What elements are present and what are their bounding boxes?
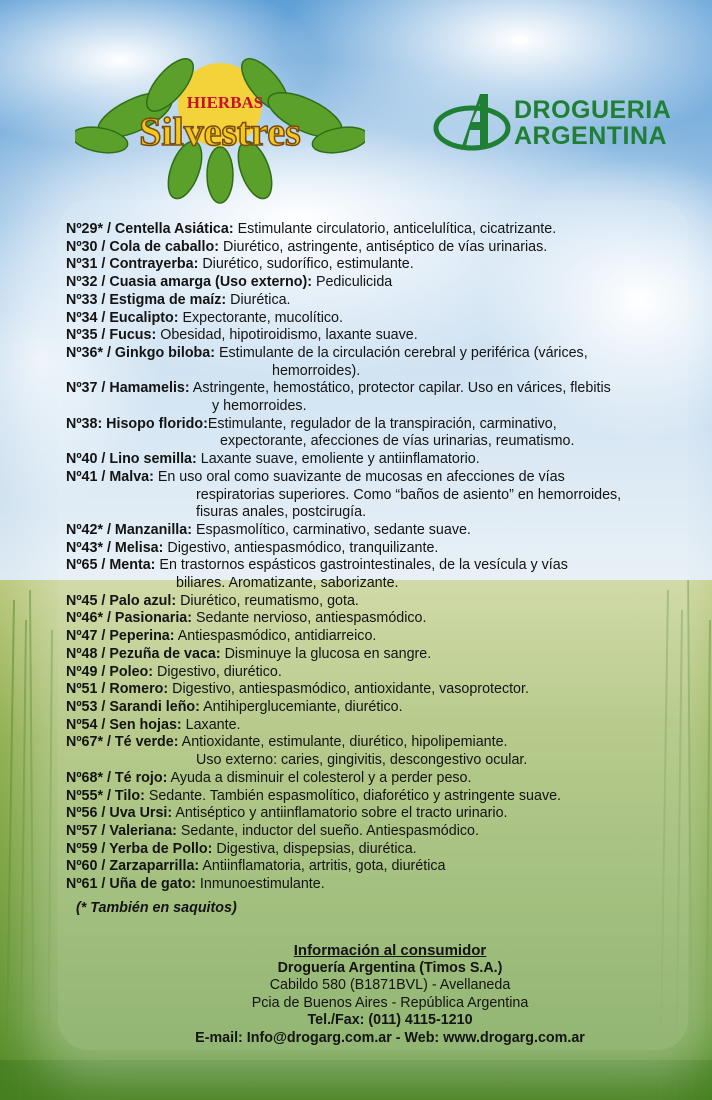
- herb-description-continued: biliares. Aromatizante, saborizante.: [176, 575, 399, 592]
- herb-name: Nº53 / Sarandi leño:: [66, 698, 200, 715]
- herb-item: [66, 770, 706, 788]
- herb-item: [66, 469, 706, 522]
- herb-description-continued: fisuras anales, postcirugía.: [196, 504, 367, 521]
- herb-name: Nº29* / Centella Asiática:: [66, 221, 234, 237]
- leaf-sun-icon: [75, 45, 365, 205]
- herb-item: [66, 522, 706, 540]
- herb-item: [66, 274, 706, 292]
- herb-item: [66, 717, 706, 735]
- herb-item: [66, 380, 706, 415]
- herb-name: Nº48 / Pezuña de vaca:: [66, 645, 221, 662]
- brand-line-1: DROGUERIA: [514, 96, 672, 124]
- herb-description: Estimulante circulatorio, anticelulítica, cicatrizante.: [233, 221, 557, 237]
- herb-description-continued: respiratorias superiores. Como “baños de asiento” en hemorroides,: [196, 486, 622, 503]
- herb-name: Nº59 / Yerba de Pollo:: [66, 840, 213, 857]
- herb-item: [66, 646, 706, 664]
- herb-item: [66, 664, 706, 682]
- herb-description: Antiespasmódico, antidiarreico.: [174, 628, 377, 645]
- herb-description: Digestivo, diurético.: [153, 663, 282, 680]
- herb-item: [66, 841, 706, 859]
- herb-item: [66, 310, 706, 328]
- herb-item: [66, 823, 706, 841]
- herb-item: [66, 239, 706, 257]
- herb-description-continued: Uso externo: caries, gingivitis, descongestivo ocular.: [196, 752, 528, 769]
- herb-description: Diurético, astringente, antiséptico de vías urinarias.: [219, 238, 548, 255]
- consumer-info: [90, 942, 690, 1047]
- herb-name: Nº49 / Poleo:: [66, 663, 154, 680]
- herb-item: [66, 327, 706, 345]
- sachet-note: (* También en saquitos): [76, 900, 237, 916]
- herb-description: En uso oral como suavizante de mucosas en afecciones de vías: [153, 468, 565, 485]
- herb-name: Nº54 / Sen hojas:: [66, 716, 182, 733]
- brand-line-2: ARGENTINA: [514, 122, 668, 150]
- svg-text:Silvestres: Silvestres: [139, 109, 301, 154]
- herb-description-continued: expectorante, afecciones de vías urinarias, reumatismo.: [220, 433, 575, 450]
- herb-name: Nº60 / Zarzaparrilla:: [66, 858, 200, 875]
- herb-item: [66, 699, 706, 717]
- herb-item: [66, 610, 706, 628]
- address-line-2: Pcia de Buenos Aires - República Argentina: [251, 994, 529, 1011]
- herb-name: Nº34 / Eucalipto:: [66, 309, 179, 326]
- herb-item: [66, 557, 706, 592]
- herb-name: Nº68* / Té rojo:: [66, 769, 168, 786]
- herb-item: [66, 593, 706, 611]
- herb-name: Nº33 / Estigma de maíz:: [66, 291, 227, 308]
- herb-name: Nº40 / Lino semilla:: [66, 451, 197, 468]
- herb-name: Nº31 / Contrayerba:: [66, 256, 199, 273]
- herb-description: Sedante, inductor del sueño. Antiespasmódico.: [176, 822, 479, 839]
- herb-item: [66, 221, 706, 239]
- svg-text:HIERBAS: HIERBAS: [186, 93, 264, 112]
- herb-name: Nº45 / Palo azul:: [66, 592, 177, 609]
- herb-description: Digestivo, antiespasmódico, antioxidante, vasoprotector.: [168, 681, 529, 698]
- herb-name: Nº37 / Hamamelis:: [66, 380, 190, 397]
- herb-description: Expectorante, mucolítico.: [178, 309, 343, 326]
- herb-item: [66, 540, 706, 558]
- herb-description: Astringente, hemostático, protector capilar. Uso en várices, flebitis: [189, 380, 611, 397]
- herb-description-continued: hemorroides).: [272, 362, 361, 379]
- herb-item: [66, 451, 706, 469]
- herb-name: Nº30 / Cola de caballo:: [66, 238, 220, 255]
- herb-item: [66, 256, 706, 274]
- herb-name: Nº65 / Menta:: [66, 557, 156, 574]
- herb-description: Disminuye la glucosa en sangre.: [220, 645, 432, 662]
- herb-name: Nº43* / Melisa:: [66, 539, 164, 556]
- herb-list: [66, 221, 706, 894]
- herb-item: [66, 345, 706, 380]
- herb-description: Laxante.: [181, 716, 241, 733]
- herb-name: Nº56 / Uva Ursi:: [66, 805, 173, 822]
- herb-description: Digestiva, dispepsias, diurética.: [212, 840, 417, 857]
- herb-description: Antiséptico y antiinflamatorio sobre el tracto urinario.: [172, 805, 508, 822]
- herb-description: En trastornos espásticos gastrointestinales, de la vesícula y vías: [155, 557, 568, 574]
- herb-item: [66, 858, 706, 876]
- drogueria-emblem-icon: [432, 88, 512, 156]
- herb-name: Nº46* / Pasionaria:: [66, 610, 193, 627]
- contact-line: E-mail: Info@drogarg.com.ar - Web: www.drogarg.com.ar: [195, 1029, 585, 1046]
- herb-name: Nº41 / Malva:: [66, 468, 154, 485]
- herb-item: [66, 628, 706, 646]
- herb-item: [66, 788, 706, 806]
- herb-name: Nº61 / Uña de gato:: [66, 876, 196, 893]
- herb-name: Nº42* / Manzanilla:: [66, 521, 192, 538]
- herb-name: Nº57 / Valeriana:: [66, 822, 177, 839]
- consumer-info-heading: Información al consumidor: [293, 942, 487, 959]
- herb-item: [66, 876, 706, 894]
- herb-name: Nº55* / Tilo:: [66, 787, 145, 804]
- herb-name: Nº35 / Fucus:: [66, 327, 157, 344]
- hierbas-silvestres-logo: [75, 45, 365, 205]
- herb-name: Nº47 / Peperina:: [66, 628, 175, 645]
- herb-item: [66, 416, 706, 451]
- herb-name: Nº67* / Té verde:: [66, 734, 179, 751]
- herb-description: Antihiperglucemiante, diurético.: [199, 698, 403, 715]
- herb-description: Diurético, reumatismo, gota.: [176, 592, 359, 609]
- herb-description: Diurética.: [226, 291, 291, 308]
- herb-description: Espasmolítico, carminativo, sedante suave.: [191, 521, 471, 538]
- herb-description: Obesidad, hipotiroidismo, laxante suave.: [156, 327, 418, 344]
- herb-name: Nº38: Hisopo florido:: [66, 415, 208, 432]
- herb-item: [66, 681, 706, 699]
- herb-description: Estimulante, regulador de la transpiración, carminativo,: [207, 415, 557, 432]
- herb-name: Nº36* / Ginkgo biloba:: [66, 344, 216, 361]
- herb-description: Laxante suave, emoliente y antiinflamatorio.: [196, 451, 480, 468]
- herb-name: Nº32 / Cuasia amarga (Uso externo):: [66, 274, 312, 291]
- herb-description: Inmunoestimulante.: [195, 876, 325, 893]
- herb-description: Ayuda a disminuir el colesterol y a perder peso.: [167, 769, 472, 786]
- address-line-1: Cabildo 580 (B1871BVL) - Avellaneda: [269, 977, 511, 993]
- company-name: Droguería Argentina (Timos S.A.): [277, 959, 503, 976]
- herb-item: [66, 734, 706, 769]
- herb-item: [66, 292, 706, 310]
- herb-item: [66, 805, 706, 823]
- herb-description: Antioxidante, estimulante, diurético, hipolipemiante.: [178, 734, 508, 751]
- herb-description: Estimulante de la circulación cerebral y periférica (várices,: [215, 344, 588, 361]
- herb-name: Nº51 / Romero:: [66, 681, 169, 698]
- drogueria-argentina-logo: [432, 88, 682, 156]
- herb-description: Pediculicida: [311, 274, 393, 291]
- herb-description: Diurético, sudorífico, estimulante.: [198, 256, 414, 273]
- herb-description: Sedante. También espasmolítico, diaforético y astringente suave.: [144, 787, 562, 804]
- herb-description: Sedante nervioso, antiespasmódico.: [192, 610, 427, 627]
- herb-description: Antiinflamatoria, artritis, gota, diurética: [199, 858, 446, 875]
- herb-description-continued: y hemorroides.: [212, 398, 307, 415]
- herb-description: Digestivo, antiespasmódico, tranquilizante.: [163, 539, 439, 556]
- phone: Tel./Fax: (011) 4115-1210: [307, 1012, 473, 1028]
